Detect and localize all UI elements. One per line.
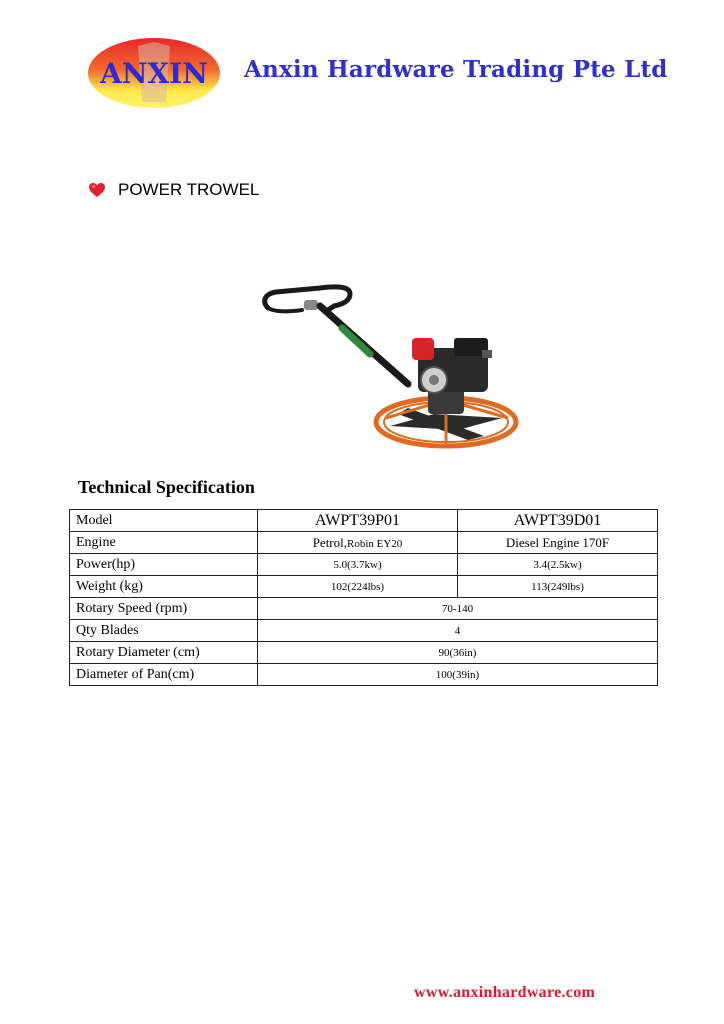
table-row: [70, 642, 658, 664]
website-link[interactable]: www.anxinhardware.com: [414, 984, 596, 1001]
engine-p-model: Robin EY20: [347, 537, 403, 550]
heart-icon: [88, 182, 106, 198]
company-name: Anxin Hardware Trading Pte Ltd: [244, 56, 668, 83]
speed-label: Rotary Speed (rpm): [70, 598, 258, 620]
power-label: Power(hp): [70, 554, 258, 576]
product-section-heading: [88, 180, 259, 200]
table-row: [70, 532, 658, 554]
engine-p-main: Petrol,: [312, 534, 347, 550]
power-d: 3.4(2.5kw): [458, 554, 658, 576]
anxin-logo: [86, 36, 222, 110]
blades-value: 4: [258, 620, 658, 642]
weight-label: Weight (kg): [70, 576, 258, 598]
table-row: [70, 664, 658, 686]
blades-label: Qty Blades: [70, 620, 258, 642]
pan-diameter-value: 100(39in): [258, 664, 658, 686]
engine-p: [258, 532, 458, 554]
engine-label: Engine: [70, 532, 258, 554]
model-label: Model: [70, 510, 258, 532]
table-row: [70, 554, 658, 576]
rotary-diameter-value: 90(36in): [258, 642, 658, 664]
model-p: AWPT39P01: [258, 510, 458, 532]
spec-table: [69, 509, 658, 686]
power-trowel-image: [258, 276, 528, 460]
pan-diameter-label: Diameter of Pan(cm): [70, 664, 258, 686]
engine-d: Diesel Engine 170F: [458, 532, 658, 554]
table-row: [70, 620, 658, 642]
model-d: AWPT39D01: [458, 510, 658, 532]
table-row: [70, 510, 658, 532]
section-title: POWER TROWEL: [118, 180, 260, 199]
svg-text:ANXIN: ANXIN: [100, 57, 208, 90]
power-p: 5.0(3.7kw): [258, 554, 458, 576]
table-row: [70, 598, 658, 620]
rotary-diameter-label: Rotary Diameter (cm): [70, 642, 258, 664]
weight-p: 102(224lbs): [258, 576, 458, 598]
speed-value: 70-140: [258, 598, 658, 620]
weight-d: 113(249lbs): [458, 576, 658, 598]
spec-heading: Technical Specification: [78, 477, 255, 497]
table-row: [70, 576, 658, 598]
